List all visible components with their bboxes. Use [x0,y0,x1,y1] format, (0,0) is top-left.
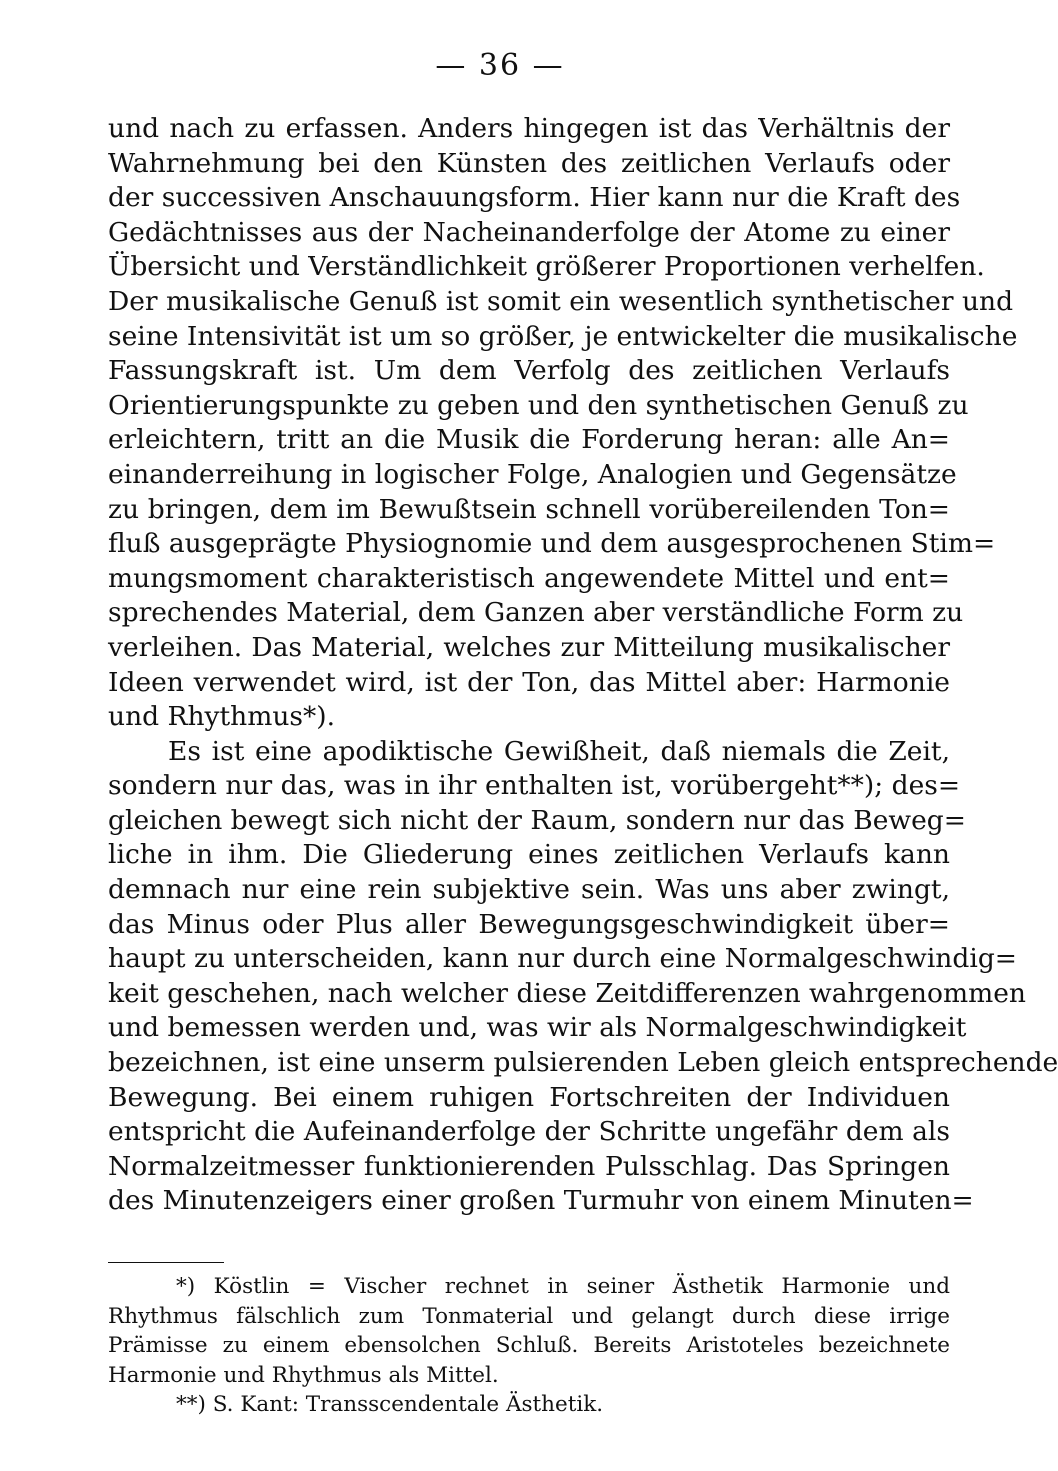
text-line: mungsmoment charakteristisch angewendete Mittel und ent= [108,562,950,594]
text-line: gleichen bewegt sich nicht der Raum, sondern nur das Beweg= [108,804,966,836]
text-line: verleihen. Das Material, welches zur Mitteilung musikalischer [108,631,950,663]
footnote-line: Prämisse zu einem ebensolchen Schluß. Bereits Aristoteles bezeichnete [108,1333,950,1358]
text-line: Orientierungspunkte zu geben und den synthetischen Genuß zu [108,389,969,421]
text-line: Fassungskraft ist. Um dem Verfolg des zeitlichen Verlaufs [108,355,950,387]
page-number: — 36 — [435,48,565,83]
text-line: der successiven Anschauungsform. Hier kann nur die Kraft des [108,182,961,214]
footnotes [108,1272,950,1420]
text-line: einanderreihung in logischer Folge, Analogien und Gegensätze [108,458,957,490]
footnote-line: *) Köstlin = Vischer rechnet in seiner Ästhetik Harmonie und [176,1274,950,1299]
text-line: haupt zu unterscheiden, kann nur durch eine Normalgeschwindig= [108,943,1017,975]
text-line: Bewegung. Bei einem ruhigen Fortschreiten der Individuen [108,1081,950,1113]
text-line: bezeichnen, ist eine unserm pulsierenden Leben gleich entsprechende [108,1047,1058,1079]
text-line: Wahrnehmung bei den Künsten des zeitlichen Verlaufs oder [108,147,950,179]
text-line: des Minutenzeigers einer großen Turmuhr von einem Minuten= [108,1185,974,1217]
footnote-divider [108,1262,224,1263]
text-line: entspricht die Aufeinanderfolge der Schritte ungefähr dem als [108,1116,950,1148]
text-line: fluß ausgeprägte Physiognomie und dem ausgesprochenen Stim= [108,528,996,560]
text-line: Der musikalische Genuß ist somit ein wesentlich synthetischer und [108,285,1014,317]
text-line: Gedächtnisses aus der Nacheinanderfolge der Atome zu einer [108,216,950,248]
text-line: liche in ihm. Die Gliederung eines zeitlichen Verlaufs kann [108,839,950,871]
text-line: zu bringen, dem im Bewußtsein schnell vorübereilenden Ton= [108,493,950,525]
text-line: keit geschehen, nach welcher diese Zeitdifferenzen wahrgenommen [108,977,1026,1009]
text-line: und nach zu erfassen. Anders hingegen ist das Verhältnis der [108,113,950,144]
text-line: Ideen verwendet wird, ist der Ton, das Mittel aber: Harmonie [108,666,950,698]
text-line: Übersicht und Verständlichkeit größerer Proportionen verhelfen. [108,251,985,283]
footnote-line: **) S. Kant: Transscendentale Ästhetik. [176,1392,604,1417]
text-line: und bemessen werden und, was wir als Normalgeschwindigkeit [108,1012,967,1044]
text-line: das Minus oder Plus aller Bewegungsgeschwindigkeit über= [108,908,950,940]
text-line: seine Intensivität ist um so größer, je entwickelter die musikalische [108,320,1018,352]
text-line: erleichtern, tritt an die Musik die Forderung heran: alle An= [108,424,950,456]
text-line: demnach nur eine rein subjektive sein. Was uns aber zwingt, [108,874,950,906]
footnote-line: Rhythmus fälschlich zum Tonmaterial und gelangt durch diese irrige [108,1303,950,1329]
text-line: sprechendes Material, dem Ganzen aber verständliche Form zu [108,597,964,629]
footnote-line: Harmonie und Rhythmus als Mittel. [108,1362,499,1388]
body-text [108,112,1058,1219]
paragraph-end-line: und Rhythmus*). [108,701,336,733]
text-line: sondern nur das, was in ihr enthalten ist, vorübergeht**); des= [108,770,961,802]
paragraph-start-line: Es ist eine apodiktische Gewißheit, daß niemals die Zeit, [168,735,950,767]
text-line: Normalzeitmesser funktionierenden Pulsschlag. Das Springen [108,1150,950,1182]
